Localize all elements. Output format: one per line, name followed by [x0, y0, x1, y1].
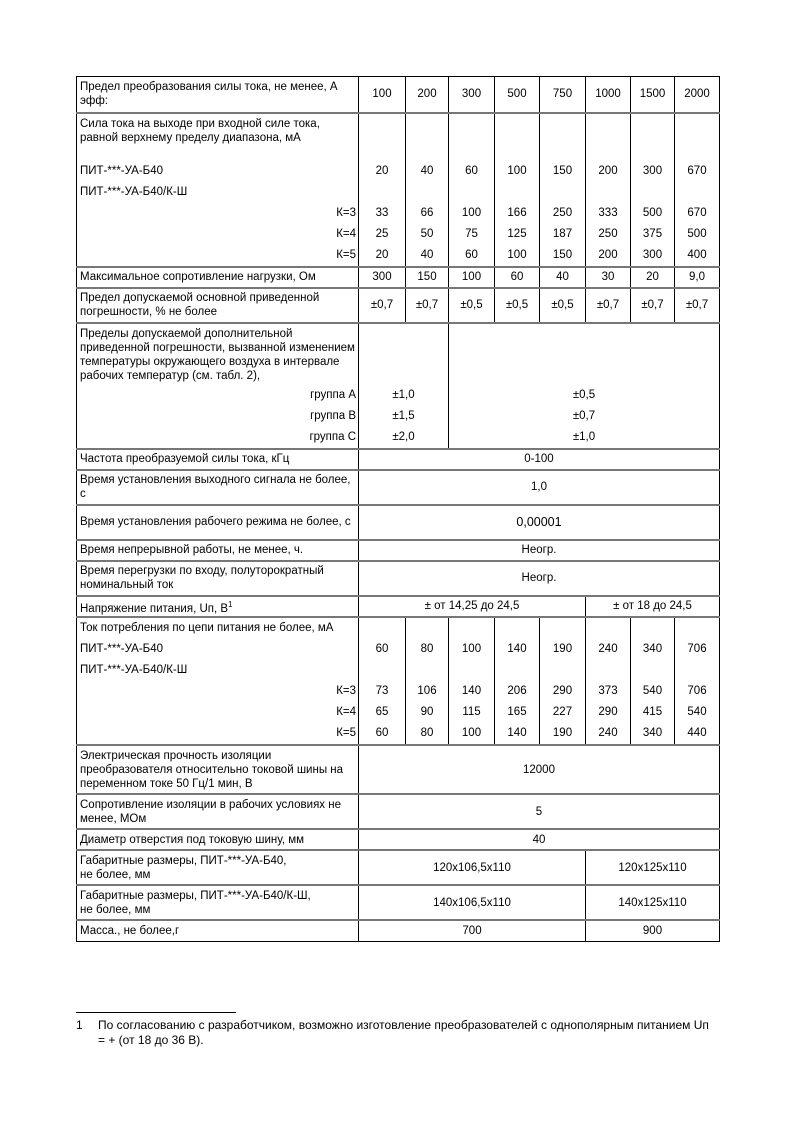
temp-error-label-cell: [77, 323, 359, 449]
value: 165: [507, 706, 527, 719]
k-label: К=4: [336, 227, 356, 240]
value: 140: [507, 727, 527, 740]
value: 60: [375, 643, 389, 656]
value: 150: [406, 267, 449, 288]
value: ±1,0: [392, 388, 415, 401]
dims-b-label-cell: [77, 885, 359, 920]
value: 400: [687, 248, 707, 261]
value: 20: [375, 164, 389, 177]
footnote-text: По согласованию с разработчиком, возможно изготовление преобразователей с однополярным питанием Uп = + (от 18 до 36 В).: [98, 1018, 709, 1047]
value: 140: [461, 685, 482, 698]
value: 190: [552, 727, 573, 740]
consumption-col: [449, 617, 495, 745]
continuous-label: Время непрерывной работы, не менее, ч.: [77, 540, 359, 561]
value: 20: [631, 267, 675, 288]
hole-label: Диаметр отверстия под токовую шину, мм: [77, 829, 359, 850]
value: 375: [642, 227, 663, 240]
value: ±0,5: [495, 288, 540, 323]
range-value: 200: [406, 77, 449, 113]
model-a-label: ПИТ-***-УА-Б40: [80, 164, 164, 177]
temp-error-row: [77, 323, 720, 449]
output-current-label: Сила тока на выходе при входной силе тока, равной верхнему пределу диапазона, мА: [80, 117, 320, 144]
value: 60: [465, 248, 478, 261]
dims-a-value-2: 120х125х110: [586, 850, 720, 885]
output-col: [631, 113, 675, 267]
value: 100: [461, 206, 482, 219]
value: ±1,5: [392, 409, 415, 422]
max-load-label: Максимальное сопротивление нагрузки, Ом: [77, 267, 359, 288]
group-label: группа С: [309, 430, 356, 443]
output-col: [406, 113, 449, 267]
value: 300: [642, 248, 663, 261]
dims-b-label-2: не более, мм: [80, 903, 151, 916]
mass-value-2: 900: [586, 920, 720, 941]
temp-error-col-2: [449, 323, 720, 449]
consumption-col: [631, 617, 675, 745]
frequency-row: [77, 449, 720, 470]
frequency-value: 0-100: [359, 449, 720, 470]
value: 190: [552, 643, 573, 656]
basic-error-row: [77, 288, 720, 323]
value: 670: [687, 206, 707, 219]
dims-a-label-1: Габаритные размеры, ПИТ-***-УА-Б40,: [80, 854, 287, 867]
specifications-table: [76, 76, 720, 942]
value: 25: [375, 227, 389, 240]
k-label: К=5: [336, 248, 356, 261]
range-value: 1000: [586, 77, 631, 113]
value: 60: [375, 727, 389, 740]
dims-b-value-2: 140х125х110: [586, 885, 720, 920]
value: 250: [552, 206, 573, 219]
value: 706: [687, 643, 707, 656]
value: 373: [598, 685, 618, 698]
value: 140: [507, 643, 527, 656]
value: ±0,7: [359, 288, 406, 323]
value: 206: [507, 685, 527, 698]
value: 106: [417, 685, 437, 698]
value: 290: [552, 685, 573, 698]
hole-value: 40: [359, 829, 720, 850]
max-load-row: [77, 267, 720, 288]
value: 65: [375, 706, 389, 719]
value: 73: [375, 685, 389, 698]
dims-b-value-1: 140х106,5х110: [359, 885, 586, 920]
dielectric-value: 12000: [359, 745, 720, 794]
consumption-label-cell: [77, 617, 359, 745]
consumption-col: [540, 617, 586, 745]
value: ±0,7: [586, 288, 631, 323]
value: 540: [642, 685, 663, 698]
value: 90: [420, 706, 434, 719]
dims-a-row: [77, 850, 720, 885]
value: ±0,5: [572, 388, 596, 401]
supply-voltage-value-1: ± от 14,25 до 24,5: [359, 596, 586, 618]
k-label: К=3: [336, 206, 356, 219]
value: 415: [642, 706, 663, 719]
range-value: 300: [449, 77, 495, 113]
value: 500: [642, 206, 663, 219]
value: 40: [420, 248, 434, 261]
value: 333: [598, 206, 618, 219]
k-label: К=3: [336, 685, 356, 698]
value: 100: [449, 267, 495, 288]
value: 80: [420, 727, 434, 740]
value: 125: [507, 227, 527, 240]
settle-mode-row: [77, 505, 720, 540]
dims-b-label-1: Габаритные размеры, ПИТ-***-УА-Б40/К-Ш,: [80, 889, 311, 902]
value: 340: [642, 727, 663, 740]
value: 300: [642, 164, 663, 177]
supply-voltage-label-cell: [77, 596, 359, 618]
dims-a-label-2: не более, мм: [80, 868, 151, 881]
value: 290: [598, 706, 618, 719]
range-value: 100: [359, 77, 406, 113]
value: 227: [552, 706, 573, 719]
value: 150: [552, 164, 573, 177]
value: 706: [687, 685, 707, 698]
value: 240: [598, 643, 618, 656]
value: 300: [359, 267, 406, 288]
value: 100: [461, 727, 482, 740]
value: 100: [507, 248, 527, 261]
insulation-row: [77, 794, 720, 829]
dielectric-row: [77, 745, 720, 794]
value: 500: [687, 227, 707, 240]
footnote-ref: 1: [228, 599, 233, 609]
consumption-row: [77, 617, 720, 745]
value: ±0,7: [406, 288, 449, 323]
value: 30: [586, 267, 631, 288]
value: 200: [598, 164, 618, 177]
consumption-col: [586, 617, 631, 745]
dielectric-label: Электрическая прочность изоляции преобразователя относительно токовой шины на переменном токе 50 Гц/1 мин, В: [77, 745, 359, 794]
hole-row: [77, 829, 720, 850]
range-value: 2000: [675, 77, 720, 113]
value: 66: [420, 206, 434, 219]
frequency-label: Частота преобразуемой силы тока, кГц: [77, 449, 359, 470]
footnote-divider: [76, 1012, 236, 1013]
continuous-value: Неогр.: [359, 540, 720, 561]
overload-row: [77, 561, 720, 596]
value: 340: [642, 643, 663, 656]
range-value: 500: [495, 77, 540, 113]
range-value: 1500: [631, 77, 675, 113]
group-label: группа В: [310, 409, 356, 422]
group-label: группа А: [310, 388, 356, 401]
consumption-col: [495, 617, 540, 745]
value: ±0,5: [449, 288, 495, 323]
value: ±2,0: [392, 430, 415, 443]
value: 100: [461, 643, 482, 656]
output-col: [675, 113, 720, 267]
value: 440: [687, 727, 707, 740]
model-b-label: ПИТ-***-УА-Б40/К-Ш: [80, 664, 188, 677]
consumption-col: [675, 617, 720, 745]
value: 200: [598, 248, 618, 261]
consumption-label: Ток потребления по цепи питания не более, мА: [80, 622, 334, 635]
dims-a-value-1: 120х106,5х110: [359, 850, 586, 885]
consumption-col: [359, 617, 406, 745]
basic-error-label: Предел допускаемой основной приведенной погрешности, % не более: [77, 288, 359, 323]
output-col: [540, 113, 586, 267]
continuous-row: [77, 540, 720, 561]
overload-value: Неогр.: [359, 561, 720, 596]
footnote-number: 1: [76, 1018, 83, 1032]
value: ±0,7: [631, 288, 675, 323]
value: 9,0: [675, 267, 720, 288]
value: 187: [552, 227, 573, 240]
insulation-label: Сопротивление изоляции в рабочих условиях не менее, МОм: [77, 794, 359, 829]
value: 80: [420, 643, 434, 656]
value: 100: [507, 164, 527, 177]
settle-output-value: 1,0: [359, 470, 720, 505]
output-col: [495, 113, 540, 267]
mass-row: [77, 920, 720, 941]
value: 240: [598, 727, 618, 740]
settle-mode-label: Время установления рабочего режима не более, с: [77, 505, 359, 540]
k-label: К=5: [336, 727, 356, 740]
mass-label: Масса., не более,г: [77, 920, 359, 941]
model-b-label: ПИТ-***-УА-Б40/К-Ш: [80, 185, 188, 198]
consumption-col: [406, 617, 449, 745]
mass-value-1: 700: [359, 920, 586, 941]
dims-b-row: [77, 885, 720, 920]
settle-mode-value: 0,00001: [359, 505, 720, 540]
overload-label: Время перегрузки по входу, полуторократный номинальный ток: [77, 561, 359, 596]
supply-voltage-value-2: ± от 18 до 24,5: [586, 596, 720, 618]
model-a-label: ПИТ-***-УА-Б40: [80, 643, 164, 656]
value: 670: [687, 164, 707, 177]
output-col: [359, 113, 406, 267]
range-row: [77, 77, 720, 113]
temp-error-label: Пределы допускаемой дополнительной приведенной погрешности, вызванной изменением температуры окружающего воздуха в интервале рабочих температур (см. табл. 2),: [80, 327, 355, 382]
value: 20: [375, 248, 389, 261]
settle-output-row: [77, 470, 720, 505]
value: ±0,7: [572, 409, 596, 422]
value: 115: [462, 706, 481, 719]
value: 166: [507, 206, 527, 219]
value: ±0,7: [675, 288, 720, 323]
value: 540: [687, 706, 707, 719]
range-label: Предел преобразования силы тока, не менее, А эфф:: [77, 77, 359, 113]
value: 60: [495, 267, 540, 288]
value: 250: [598, 227, 618, 240]
output-current-label-cell: [77, 113, 359, 267]
dims-a-label-cell: [77, 850, 359, 885]
value: 50: [420, 227, 434, 240]
insulation-value: 5: [359, 794, 720, 829]
value: 40: [420, 164, 434, 177]
value: 150: [552, 248, 573, 261]
supply-voltage-label: Напряжение питания, Uп, В: [80, 602, 229, 615]
value: 33: [375, 206, 389, 219]
settle-output-label: Время установления выходного сигнала не более, с: [77, 470, 359, 505]
output-col: [449, 113, 495, 267]
temp-error-col-1: [359, 323, 449, 449]
value: ±1,0: [572, 430, 596, 443]
k-label: К=4: [336, 706, 356, 719]
supply-voltage-row: [77, 596, 720, 618]
range-value: 750: [540, 77, 586, 113]
value: 60: [465, 164, 478, 177]
output-current-row: [77, 113, 720, 267]
value: 75: [465, 227, 478, 240]
value: 40: [540, 267, 586, 288]
value: ±0,5: [540, 288, 586, 323]
output-col: [586, 113, 631, 267]
